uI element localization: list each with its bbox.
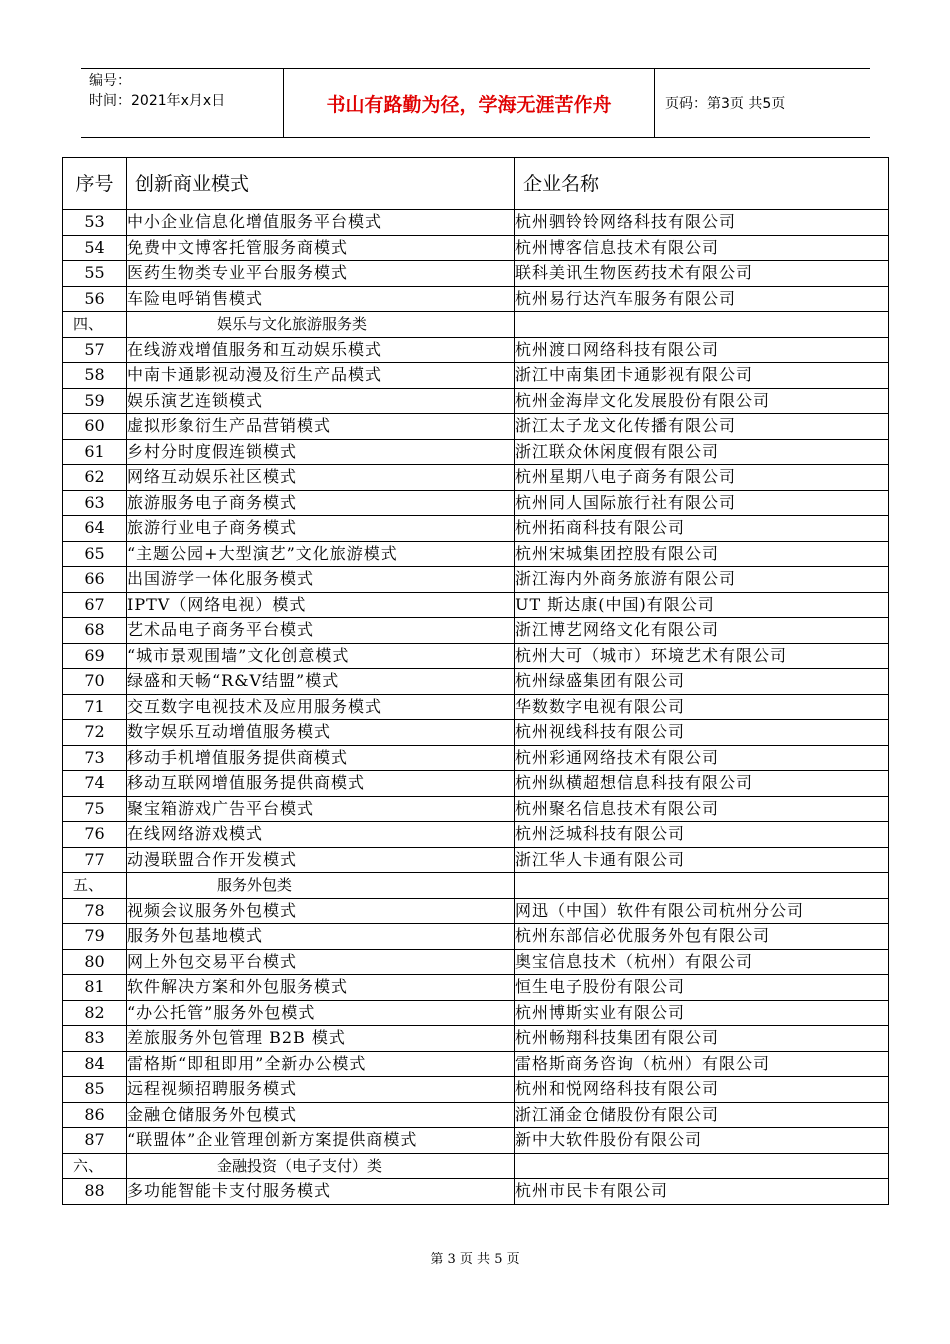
business-model: 多功能智能卡支付服务模式 bbox=[127, 1179, 515, 1205]
company-name: 杭州纵横超想信息科技有限公司 bbox=[515, 771, 889, 797]
business-model: 软件解决方案和外包服务模式 bbox=[127, 975, 515, 1001]
row-number: 82 bbox=[63, 1000, 127, 1026]
col-header-model: 创新商业模式 bbox=[127, 158, 515, 210]
section-number: 五、 bbox=[63, 873, 127, 899]
business-model: 乡村分时度假连锁模式 bbox=[127, 439, 515, 465]
company-name: 浙江太子龙文化传播有限公司 bbox=[515, 414, 889, 440]
company-name: 杭州金海岸文化发展股份有限公司 bbox=[515, 388, 889, 414]
table-row bbox=[63, 490, 889, 516]
company-name: 杭州市民卡有限公司 bbox=[515, 1179, 889, 1205]
row-number: 73 bbox=[63, 745, 127, 771]
table-header-row bbox=[63, 158, 889, 210]
business-model: 数字娱乐互动增值服务模式 bbox=[127, 720, 515, 746]
row-number: 63 bbox=[63, 490, 127, 516]
company-name: 杭州彩通网络技术有限公司 bbox=[515, 745, 889, 771]
table-row bbox=[63, 822, 889, 848]
row-number: 67 bbox=[63, 592, 127, 618]
business-model: 网上外包交易平台模式 bbox=[127, 949, 515, 975]
motto: 书山有路勤为径，学海无涯苦作舟 bbox=[284, 69, 655, 137]
table-row bbox=[63, 567, 889, 593]
page-footer: 第 3 页 共 5 页 bbox=[430, 1252, 520, 1267]
business-model: 旅游行业电子商务模式 bbox=[127, 516, 515, 542]
row-number: 62 bbox=[63, 465, 127, 491]
row-number: 76 bbox=[63, 822, 127, 848]
table-row bbox=[63, 414, 889, 440]
row-number: 85 bbox=[63, 1077, 127, 1103]
company-name bbox=[515, 1153, 889, 1179]
table-row bbox=[63, 771, 889, 797]
company-name: 联科美讯生物医药技术有限公司 bbox=[515, 261, 889, 287]
section-row bbox=[63, 312, 889, 338]
row-number: 84 bbox=[63, 1051, 127, 1077]
business-model: 交互数字电视技术及应用服务模式 bbox=[127, 694, 515, 720]
row-number: 69 bbox=[63, 643, 127, 669]
row-number: 81 bbox=[63, 975, 127, 1001]
table-row bbox=[63, 337, 889, 363]
row-number: 68 bbox=[63, 618, 127, 644]
company-name: 浙江联众休闲度假有限公司 bbox=[515, 439, 889, 465]
company-name: 杭州驷铃铃网络科技有限公司 bbox=[515, 210, 889, 236]
row-number: 71 bbox=[63, 694, 127, 720]
table-row bbox=[63, 1026, 889, 1052]
company-name: 雷格斯商务咨询（杭州）有限公司 bbox=[515, 1051, 889, 1077]
business-model: 服务外包基地模式 bbox=[127, 924, 515, 950]
table-row bbox=[63, 1051, 889, 1077]
business-model: 艺术品电子商务平台模式 bbox=[127, 618, 515, 644]
company-name: 杭州畅翔科技集团有限公司 bbox=[515, 1026, 889, 1052]
company-name: 杭州星期八电子商务有限公司 bbox=[515, 465, 889, 491]
table-row bbox=[63, 592, 889, 618]
table-row bbox=[63, 898, 889, 924]
table-row bbox=[63, 516, 889, 542]
business-model: 移动手机增值服务提供商模式 bbox=[127, 745, 515, 771]
company-name: 杭州渡口网络科技有限公司 bbox=[515, 337, 889, 363]
business-model: 中小企业信息化增值服务平台模式 bbox=[127, 210, 515, 236]
row-number: 79 bbox=[63, 924, 127, 950]
company-name: 杭州同人国际旅行社有限公司 bbox=[515, 490, 889, 516]
company-name: 杭州东部信必优服务外包有限公司 bbox=[515, 924, 889, 950]
business-model: “办公托管”服务外包模式 bbox=[127, 1000, 515, 1026]
company-name: 浙江海内外商务旅游有限公司 bbox=[515, 567, 889, 593]
company-name: 华数数字电视有限公司 bbox=[515, 694, 889, 720]
section-number: 六、 bbox=[63, 1153, 127, 1179]
company-name: 杭州泛城科技有限公司 bbox=[515, 822, 889, 848]
row-number: 77 bbox=[63, 847, 127, 873]
section-number: 四、 bbox=[63, 312, 127, 338]
company-name: 网迅（中国）软件有限公司杭州分公司 bbox=[515, 898, 889, 924]
table-row bbox=[63, 694, 889, 720]
table-body bbox=[63, 210, 889, 1205]
header-left-cell bbox=[81, 69, 284, 137]
section-title: 服务外包类 bbox=[127, 873, 515, 899]
business-model: 移动互联网增值服务提供商模式 bbox=[127, 771, 515, 797]
row-number: 78 bbox=[63, 898, 127, 924]
business-model: “城市景观围墙”文化创意模式 bbox=[127, 643, 515, 669]
business-model: 出国游学一体化服务模式 bbox=[127, 567, 515, 593]
company-name: UT 斯达康(中国)有限公司 bbox=[515, 592, 889, 618]
row-number: 64 bbox=[63, 516, 127, 542]
company-name bbox=[515, 873, 889, 899]
company-name: 杭州博斯实业有限公司 bbox=[515, 1000, 889, 1026]
row-number: 74 bbox=[63, 771, 127, 797]
col-header-company: 企业名称 bbox=[515, 158, 889, 210]
company-name: 浙江博艺网络文化有限公司 bbox=[515, 618, 889, 644]
row-number: 65 bbox=[63, 541, 127, 567]
business-model: 绿盛和天畅“R&V结盟”模式 bbox=[127, 669, 515, 695]
table-row bbox=[63, 439, 889, 465]
company-name: 奥宝信息技术（杭州）有限公司 bbox=[515, 949, 889, 975]
row-number: 87 bbox=[63, 1128, 127, 1154]
company-name: 杭州博客信息技术有限公司 bbox=[515, 235, 889, 261]
col-header-number: 序号 bbox=[63, 158, 127, 210]
business-model: 金融仓储服务外包模式 bbox=[127, 1102, 515, 1128]
table-row bbox=[63, 796, 889, 822]
section-title: 金融投资（电子支付）类 bbox=[127, 1153, 515, 1179]
business-model: “联盟体”企业管理创新方案提供商模式 bbox=[127, 1128, 515, 1154]
company-name: 杭州拓商科技有限公司 bbox=[515, 516, 889, 542]
business-model: 差旅服务外包管理 B2B 模式 bbox=[127, 1026, 515, 1052]
table-row bbox=[63, 235, 889, 261]
row-number: 57 bbox=[63, 337, 127, 363]
business-model: 动漫联盟合作开发模式 bbox=[127, 847, 515, 873]
row-number: 55 bbox=[63, 261, 127, 287]
time-label: 时间：2021年x月x日 bbox=[89, 93, 226, 109]
section-row bbox=[63, 1153, 889, 1179]
row-number: 66 bbox=[63, 567, 127, 593]
row-number: 83 bbox=[63, 1026, 127, 1052]
code-label: 编号： bbox=[89, 73, 131, 89]
table-row bbox=[63, 745, 889, 771]
table-row bbox=[63, 1102, 889, 1128]
business-model: 中南卡通影视动漫及衍生产品模式 bbox=[127, 363, 515, 389]
business-model: 虚拟形象衍生产品营销模式 bbox=[127, 414, 515, 440]
company-name: 恒生电子股份有限公司 bbox=[515, 975, 889, 1001]
table-row bbox=[63, 210, 889, 236]
table-row bbox=[63, 924, 889, 950]
business-model: 在线网络游戏模式 bbox=[127, 822, 515, 848]
table-row bbox=[63, 1077, 889, 1103]
business-model: 免费中文博客托管服务商模式 bbox=[127, 235, 515, 261]
table-row bbox=[63, 1179, 889, 1205]
company-name: 浙江涌金仓储股份有限公司 bbox=[515, 1102, 889, 1128]
row-number: 58 bbox=[63, 363, 127, 389]
company-name: 杭州视线科技有限公司 bbox=[515, 720, 889, 746]
table-row bbox=[63, 1128, 889, 1154]
business-model: 网络互动娱乐社区模式 bbox=[127, 465, 515, 491]
row-number: 70 bbox=[63, 669, 127, 695]
table-row bbox=[63, 388, 889, 414]
company-name: 新中大软件股份有限公司 bbox=[515, 1128, 889, 1154]
business-model: 车险电呼销售模式 bbox=[127, 286, 515, 312]
page-header bbox=[81, 68, 870, 138]
company-name: 杭州绿盛集团有限公司 bbox=[515, 669, 889, 695]
row-number: 80 bbox=[63, 949, 127, 975]
row-number: 86 bbox=[63, 1102, 127, 1128]
row-number: 75 bbox=[63, 796, 127, 822]
table-row bbox=[63, 720, 889, 746]
row-number: 88 bbox=[63, 1179, 127, 1205]
table-row bbox=[63, 261, 889, 287]
company-name: 杭州和悦网络科技有限公司 bbox=[515, 1077, 889, 1103]
table-row bbox=[63, 1000, 889, 1026]
table-row bbox=[63, 643, 889, 669]
table-row bbox=[63, 286, 889, 312]
company-name: 杭州大可（城市）环境艺术有限公司 bbox=[515, 643, 889, 669]
page-info: 页码：第3页 共5页 bbox=[665, 96, 786, 112]
business-model: 娱乐演艺连锁模式 bbox=[127, 388, 515, 414]
table-row bbox=[63, 618, 889, 644]
business-model: IPTV（网络电视）模式 bbox=[127, 592, 515, 618]
row-number: 60 bbox=[63, 414, 127, 440]
business-model: 远程视频招聘服务模式 bbox=[127, 1077, 515, 1103]
section-row bbox=[63, 873, 889, 899]
business-model-table bbox=[62, 157, 889, 1205]
company-name: 浙江中南集团卡通影视有限公司 bbox=[515, 363, 889, 389]
company-name bbox=[515, 312, 889, 338]
row-number: 59 bbox=[63, 388, 127, 414]
row-number: 61 bbox=[63, 439, 127, 465]
company-name: 杭州易行达汽车服务有限公司 bbox=[515, 286, 889, 312]
business-model: 在线游戏增值服务和互动娱乐模式 bbox=[127, 337, 515, 363]
table-row bbox=[63, 669, 889, 695]
business-model: 医药生物类专业平台服务模式 bbox=[127, 261, 515, 287]
business-model: 旅游服务电子商务模式 bbox=[127, 490, 515, 516]
company-name: 杭州宋城集团控股有限公司 bbox=[515, 541, 889, 567]
table-row bbox=[63, 541, 889, 567]
company-name: 浙江华人卡通有限公司 bbox=[515, 847, 889, 873]
row-number: 72 bbox=[63, 720, 127, 746]
business-model: 雷格斯“即租即用”全新办公模式 bbox=[127, 1051, 515, 1077]
section-title: 娱乐与文化旅游服务类 bbox=[127, 312, 515, 338]
business-model: 视频会议服务外包模式 bbox=[127, 898, 515, 924]
table-row bbox=[63, 975, 889, 1001]
company-name: 杭州聚名信息技术有限公司 bbox=[515, 796, 889, 822]
table-row bbox=[63, 363, 889, 389]
business-model: “主题公园+大型演艺”文化旅游模式 bbox=[127, 541, 515, 567]
row-number: 56 bbox=[63, 286, 127, 312]
row-number: 53 bbox=[63, 210, 127, 236]
row-number: 54 bbox=[63, 235, 127, 261]
table-row bbox=[63, 847, 889, 873]
table-row bbox=[63, 949, 889, 975]
business-model: 聚宝箱游戏广告平台模式 bbox=[127, 796, 515, 822]
table-row bbox=[63, 465, 889, 491]
